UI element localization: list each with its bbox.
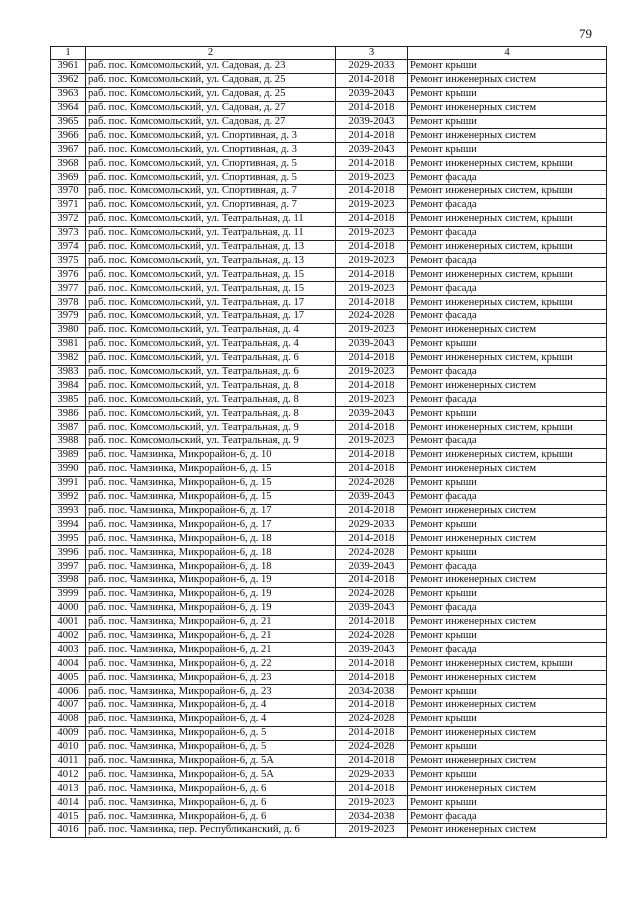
address-cell: раб. пос. Чамзинка, Микрорайон-6, д. 18 [86, 546, 336, 560]
row-number-cell: 3965 [51, 115, 86, 129]
row-number-cell: 3962 [51, 73, 86, 87]
work-type-cell: Ремонт инженерных систем, крыши [408, 448, 607, 462]
table-row [51, 448, 607, 462]
period-cell: 2039-2043 [336, 337, 408, 351]
table-row [51, 310, 607, 324]
table-row [51, 268, 607, 282]
address-cell: раб. пос. Комсомольский, ул. Театральная, д. 17 [86, 296, 336, 310]
row-number-cell: 3974 [51, 240, 86, 254]
period-cell: 2039-2043 [336, 143, 408, 157]
address-cell: раб. пос. Комсомольский, ул. Театральная, д. 11 [86, 226, 336, 240]
address-cell: раб. пос. Чамзинка, Микрорайон-6, д. 19 [86, 573, 336, 587]
table-row [51, 198, 607, 212]
period-cell: 2024-2028 [336, 546, 408, 560]
address-cell: раб. пос. Комсомольский, ул. Театральная, д. 4 [86, 323, 336, 337]
row-number-cell: 4007 [51, 698, 86, 712]
period-cell: 2019-2023 [336, 393, 408, 407]
table-row [51, 768, 607, 782]
period-cell: 2029-2033 [336, 768, 408, 782]
period-cell: 2039-2043 [336, 560, 408, 574]
table-row [51, 629, 607, 643]
address-cell: раб. пос. Чамзинка, Микрорайон-6, д. 19 [86, 587, 336, 601]
row-number-cell: 3969 [51, 171, 86, 185]
address-cell: раб. пос. Чамзинка, Микрорайон-6, д. 17 [86, 504, 336, 518]
work-type-cell: Ремонт фасада [408, 365, 607, 379]
work-type-cell: Ремонт инженерных систем, крыши [408, 157, 607, 171]
row-number-cell: 4001 [51, 615, 86, 629]
period-cell: 2014-2018 [336, 573, 408, 587]
period-cell: 2034-2038 [336, 810, 408, 824]
row-number-cell: 4010 [51, 740, 86, 754]
period-cell: 2014-2018 [336, 726, 408, 740]
row-number-cell: 4002 [51, 629, 86, 643]
address-cell: раб. пос. Чамзинка, Микрорайон-6, д. 18 [86, 560, 336, 574]
period-cell: 2024-2028 [336, 587, 408, 601]
table-row [51, 226, 607, 240]
address-cell: раб. пос. Комсомольский, ул. Садовая, д. 27 [86, 101, 336, 115]
period-cell: 2014-2018 [336, 462, 408, 476]
address-cell: раб. пос. Комсомольский, ул. Спортивная, д. 3 [86, 129, 336, 143]
row-number-cell: 3966 [51, 129, 86, 143]
address-cell: раб. пос. Комсомольский, ул. Спортивная, д. 7 [86, 185, 336, 199]
table-row [51, 518, 607, 532]
table-row [51, 282, 607, 296]
address-cell: раб. пос. Чамзинка, Микрорайон-6, д. 22 [86, 657, 336, 671]
table-row [51, 254, 607, 268]
work-type-cell: Ремонт фасада [408, 560, 607, 574]
work-type-cell: Ремонт инженерных систем [408, 782, 607, 796]
table-row [51, 782, 607, 796]
address-cell: раб. пос. Комсомольский, ул. Театральная, д. 13 [86, 240, 336, 254]
work-type-cell: Ремонт крыши [408, 685, 607, 699]
work-type-cell: Ремонт инженерных систем [408, 532, 607, 546]
period-cell: 2014-2018 [336, 379, 408, 393]
row-number-cell: 3984 [51, 379, 86, 393]
address-cell: раб. пос. Комсомольский, ул. Спортивная, д. 5 [86, 157, 336, 171]
table-row [51, 171, 607, 185]
period-cell: 2024-2028 [336, 629, 408, 643]
period-cell: 2019-2023 [336, 254, 408, 268]
table-row [51, 337, 607, 351]
work-type-cell: Ремонт инженерных систем, крыши [408, 421, 607, 435]
period-cell: 2039-2043 [336, 87, 408, 101]
table-row [51, 476, 607, 490]
period-cell: 2024-2028 [336, 310, 408, 324]
work-type-cell: Ремонт крыши [408, 546, 607, 560]
work-type-cell: Ремонт инженерных систем [408, 504, 607, 518]
period-cell: 2014-2018 [336, 268, 408, 282]
period-cell: 2014-2018 [336, 504, 408, 518]
period-cell: 2014-2018 [336, 296, 408, 310]
table-row [51, 587, 607, 601]
work-type-cell: Ремонт инженерных систем [408, 101, 607, 115]
row-number-cell: 4009 [51, 726, 86, 740]
work-type-cell: Ремонт фасада [408, 435, 607, 449]
row-number-cell: 3979 [51, 310, 86, 324]
period-cell: 2014-2018 [336, 212, 408, 226]
work-type-cell: Ремонт крыши [408, 337, 607, 351]
period-cell: 2014-2018 [336, 129, 408, 143]
work-type-cell: Ремонт инженерных систем [408, 823, 607, 837]
address-cell: раб. пос. Комсомольский, ул. Театральная, д. 11 [86, 212, 336, 226]
period-cell: 2014-2018 [336, 421, 408, 435]
period-cell: 2039-2043 [336, 490, 408, 504]
address-cell: раб. пос. Чамзинка, Микрорайон-6, д. 6 [86, 810, 336, 824]
period-cell: 2034-2038 [336, 685, 408, 699]
address-cell: раб. пос. Комсомольский, ул. Театральная, д. 15 [86, 268, 336, 282]
address-cell: раб. пос. Чамзинка, Микрорайон-6, д. 5 [86, 740, 336, 754]
table-row [51, 740, 607, 754]
address-cell: раб. пос. Чамзинка, Микрорайон-6, д. 6 [86, 782, 336, 796]
work-type-cell: Ремонт фасада [408, 810, 607, 824]
table-row [51, 60, 607, 74]
period-cell: 2014-2018 [336, 615, 408, 629]
address-cell: раб. пос. Комсомольский, ул. Театральная, д. 13 [86, 254, 336, 268]
row-number-cell: 4016 [51, 823, 86, 837]
period-cell: 2019-2023 [336, 323, 408, 337]
period-cell: 2014-2018 [336, 185, 408, 199]
period-cell: 2019-2023 [336, 435, 408, 449]
table-row [51, 657, 607, 671]
row-number-cell: 3972 [51, 212, 86, 226]
period-cell: 2019-2023 [336, 198, 408, 212]
table-row [51, 212, 607, 226]
table-row [51, 546, 607, 560]
period-cell: 2014-2018 [336, 73, 408, 87]
address-cell: раб. пос. Чамзинка, Микрорайон-6, д. 19 [86, 601, 336, 615]
period-cell: 2014-2018 [336, 157, 408, 171]
column-header-4: 4 [408, 47, 607, 60]
address-cell: раб. пос. Комсомольский, ул. Садовая, д. 27 [86, 115, 336, 129]
address-cell: раб. пос. Комсомольский, ул. Театральная, д. 6 [86, 351, 336, 365]
table-row [51, 115, 607, 129]
work-type-cell: Ремонт фасада [408, 198, 607, 212]
row-number-cell: 4012 [51, 768, 86, 782]
table-row [51, 573, 607, 587]
period-cell: 2019-2023 [336, 365, 408, 379]
row-number-cell: 3991 [51, 476, 86, 490]
work-type-cell: Ремонт инженерных систем [408, 462, 607, 476]
period-cell: 2014-2018 [336, 754, 408, 768]
work-type-cell: Ремонт крыши [408, 712, 607, 726]
work-type-cell: Ремонт крыши [408, 407, 607, 421]
table-row [51, 421, 607, 435]
period-cell: 2024-2028 [336, 476, 408, 490]
row-number-cell: 4013 [51, 782, 86, 796]
repair-schedule-table [50, 46, 607, 838]
work-type-cell: Ремонт инженерных систем [408, 671, 607, 685]
page-number: 79 [579, 26, 592, 41]
address-cell: раб. пос. Чамзинка, Микрорайон-6, д. 10 [86, 448, 336, 462]
column-header-3: 3 [336, 47, 408, 60]
work-type-cell: Ремонт крыши [408, 115, 607, 129]
period-cell: 2024-2028 [336, 740, 408, 754]
table-row [51, 351, 607, 365]
row-number-cell: 3989 [51, 448, 86, 462]
row-number-cell: 3996 [51, 546, 86, 560]
work-type-cell: Ремонт инженерных систем [408, 129, 607, 143]
period-cell: 2014-2018 [336, 101, 408, 115]
period-cell: 2039-2043 [336, 115, 408, 129]
period-cell: 2014-2018 [336, 240, 408, 254]
address-cell: раб. пос. Чамзинка, Микрорайон-6, д. 21 [86, 615, 336, 629]
work-type-cell: Ремонт крыши [408, 518, 607, 532]
address-cell: раб. пос. Комсомольский, ул. Театральная, д. 8 [86, 379, 336, 393]
address-cell: раб. пос. Комсомольский, ул. Театральная, д. 15 [86, 282, 336, 296]
table-row [51, 393, 607, 407]
row-number-cell: 4008 [51, 712, 86, 726]
table-row [51, 435, 607, 449]
address-cell: раб. пос. Комсомольский, ул. Спортивная, д. 7 [86, 198, 336, 212]
row-number-cell: 3970 [51, 185, 86, 199]
table-body [51, 60, 607, 838]
address-cell: раб. пос. Комсомольский, ул. Театральная, д. 9 [86, 435, 336, 449]
row-number-cell: 3985 [51, 393, 86, 407]
period-cell: 2014-2018 [336, 698, 408, 712]
row-number-cell: 3971 [51, 198, 86, 212]
work-type-cell: Ремонт инженерных систем, крыши [408, 268, 607, 282]
row-number-cell: 3973 [51, 226, 86, 240]
address-cell: раб. пос. Чамзинка, Микрорайон-6, д. 15 [86, 490, 336, 504]
row-number-cell: 4014 [51, 796, 86, 810]
address-cell: раб. пос. Комсомольский, ул. Садовая, д. 25 [86, 87, 336, 101]
table-row [51, 823, 607, 837]
period-cell: 2014-2018 [336, 448, 408, 462]
work-type-cell: Ремонт фасада [408, 643, 607, 657]
period-cell: 2019-2023 [336, 226, 408, 240]
row-number-cell: 4000 [51, 601, 86, 615]
work-type-cell: Ремонт крыши [408, 60, 607, 74]
row-number-cell: 3968 [51, 157, 86, 171]
address-cell: раб. пос. Чамзинка, Микрорайон-6, д. 23 [86, 685, 336, 699]
address-cell: раб. пос. Чамзинка, Микрорайон-6, д. 6 [86, 796, 336, 810]
address-cell: раб. пос. Комсомольский, ул. Садовая, д. 23 [86, 60, 336, 74]
work-type-cell: Ремонт крыши [408, 476, 607, 490]
table-row [51, 101, 607, 115]
address-cell: раб. пос. Комсомольский, ул. Садовая, д. 25 [86, 73, 336, 87]
table-row [51, 726, 607, 740]
table-row [51, 462, 607, 476]
row-number-cell: 4011 [51, 754, 86, 768]
table-row [51, 296, 607, 310]
period-cell: 2024-2028 [336, 712, 408, 726]
table-row [51, 560, 607, 574]
table-row [51, 643, 607, 657]
row-number-cell: 4004 [51, 657, 86, 671]
table-row [51, 407, 607, 421]
table-row [51, 810, 607, 824]
row-number-cell: 4003 [51, 643, 86, 657]
address-cell: раб. пос. Комсомольский, ул. Театральная, д. 9 [86, 421, 336, 435]
row-number-cell: 3994 [51, 518, 86, 532]
period-cell: 2019-2023 [336, 823, 408, 837]
column-header-2: 2 [86, 47, 336, 60]
row-number-cell: 3980 [51, 323, 86, 337]
row-number-cell: 3993 [51, 504, 86, 518]
table-row [51, 698, 607, 712]
period-cell: 2029-2033 [336, 518, 408, 532]
work-type-cell: Ремонт фасада [408, 254, 607, 268]
work-type-cell: Ремонт инженерных систем, крыши [408, 657, 607, 671]
address-cell: раб. пос. Чамзинка, Микрорайон-6, д. 18 [86, 532, 336, 546]
row-number-cell: 4015 [51, 810, 86, 824]
address-cell: раб. пос. Чамзинка, Микрорайон-6, д. 4 [86, 712, 336, 726]
table-row [51, 712, 607, 726]
table-row [51, 87, 607, 101]
row-number-cell: 3975 [51, 254, 86, 268]
row-number-cell: 3983 [51, 365, 86, 379]
row-number-cell: 3987 [51, 421, 86, 435]
work-type-cell: Ремонт фасада [408, 282, 607, 296]
work-type-cell: Ремонт крыши [408, 768, 607, 782]
row-number-cell: 3992 [51, 490, 86, 504]
period-cell: 2019-2023 [336, 282, 408, 296]
row-number-cell: 3986 [51, 407, 86, 421]
row-number-cell: 3981 [51, 337, 86, 351]
row-number-cell: 3976 [51, 268, 86, 282]
work-type-cell: Ремонт инженерных систем [408, 73, 607, 87]
table-row [51, 490, 607, 504]
table-row [51, 143, 607, 157]
address-cell: раб. пос. Комсомольский, ул. Театральная, д. 8 [86, 393, 336, 407]
work-type-cell: Ремонт инженерных систем [408, 615, 607, 629]
address-cell: раб. пос. Комсомольский, ул. Театральная, д. 6 [86, 365, 336, 379]
address-cell: раб. пос. Чамзинка, Микрорайон-6, д. 5А [86, 768, 336, 782]
period-cell: 2014-2018 [336, 532, 408, 546]
table-row [51, 240, 607, 254]
row-number-cell: 3963 [51, 87, 86, 101]
address-cell: раб. пос. Чамзинка, Микрорайон-6, д. 21 [86, 629, 336, 643]
table-row [51, 504, 607, 518]
table-row [51, 73, 607, 87]
table-row [51, 157, 607, 171]
period-cell: 2019-2023 [336, 171, 408, 185]
work-type-cell: Ремонт инженерных систем, крыши [408, 296, 607, 310]
address-cell: раб. пос. Чамзинка, Микрорайон-6, д. 23 [86, 671, 336, 685]
address-cell: раб. пос. Чамзинка, Микрорайон-6, д. 15 [86, 476, 336, 490]
work-type-cell: Ремонт инженерных систем [408, 726, 607, 740]
address-cell: раб. пос. Комсомольский, ул. Театральная, д. 4 [86, 337, 336, 351]
work-type-cell: Ремонт инженерных систем, крыши [408, 212, 607, 226]
row-number-cell: 3997 [51, 560, 86, 574]
address-cell: раб. пос. Комсомольский, ул. Спортивная, д. 3 [86, 143, 336, 157]
work-type-cell: Ремонт фасада [408, 393, 607, 407]
row-number-cell: 4006 [51, 685, 86, 699]
work-type-cell: Ремонт фасада [408, 171, 607, 185]
work-type-cell: Ремонт фасада [408, 310, 607, 324]
address-cell: раб. пос. Чамзинка, Микрорайон-6, д. 5 [86, 726, 336, 740]
work-type-cell: Ремонт инженерных систем [408, 573, 607, 587]
period-cell: 2039-2043 [336, 601, 408, 615]
period-cell: 2014-2018 [336, 351, 408, 365]
address-cell: раб. пос. Комсомольский, ул. Спортивная, д. 5 [86, 171, 336, 185]
address-cell: раб. пос. Чамзинка, Микрорайон-6, д. 4 [86, 698, 336, 712]
work-type-cell: Ремонт крыши [408, 143, 607, 157]
work-type-cell: Ремонт фасада [408, 490, 607, 504]
row-number-cell: 4005 [51, 671, 86, 685]
row-number-cell: 3977 [51, 282, 86, 296]
work-type-cell: Ремонт инженерных систем, крыши [408, 185, 607, 199]
table-row [51, 615, 607, 629]
work-type-cell: Ремонт инженерных систем [408, 754, 607, 768]
address-cell: раб. пос. Комсомольский, ул. Театральная, д. 8 [86, 407, 336, 421]
period-cell: 2019-2023 [336, 796, 408, 810]
address-cell: раб. пос. Чамзинка, Микрорайон-6, д. 17 [86, 518, 336, 532]
period-cell: 2039-2043 [336, 643, 408, 657]
row-number-cell: 3998 [51, 573, 86, 587]
table-row [51, 379, 607, 393]
table-row [51, 129, 607, 143]
row-number-cell: 3978 [51, 296, 86, 310]
work-type-cell: Ремонт крыши [408, 87, 607, 101]
address-cell: раб. пос. Комсомольский, ул. Театральная, д. 17 [86, 310, 336, 324]
work-type-cell: Ремонт инженерных систем [408, 698, 607, 712]
work-type-cell: Ремонт фасада [408, 601, 607, 615]
row-number-cell: 3988 [51, 435, 86, 449]
row-number-cell: 3995 [51, 532, 86, 546]
table-row [51, 532, 607, 546]
work-type-cell: Ремонт инженерных систем [408, 323, 607, 337]
address-cell: раб. пос. Чамзинка, Микрорайон-6, д. 21 [86, 643, 336, 657]
work-type-cell: Ремонт крыши [408, 740, 607, 754]
period-cell: 2039-2043 [336, 407, 408, 421]
table-row [51, 685, 607, 699]
period-cell: 2029-2033 [336, 60, 408, 74]
table-row [51, 323, 607, 337]
address-cell: раб. пос. Чамзинка, Микрорайон-6, д. 15 [86, 462, 336, 476]
address-cell: раб. пос. Чамзинка, пер. Республиканский, д. 6 [86, 823, 336, 837]
work-type-cell: Ремонт инженерных систем, крыши [408, 240, 607, 254]
table-row [51, 754, 607, 768]
table-row [51, 796, 607, 810]
table-row [51, 185, 607, 199]
work-type-cell: Ремонт крыши [408, 587, 607, 601]
table-row [51, 671, 607, 685]
row-number-cell: 3964 [51, 101, 86, 115]
address-cell: раб. пос. Чамзинка, Микрорайон-6, д. 5А [86, 754, 336, 768]
period-cell: 2014-2018 [336, 671, 408, 685]
row-number-cell: 3967 [51, 143, 86, 157]
table-row [51, 601, 607, 615]
row-number-cell: 3961 [51, 60, 86, 74]
work-type-cell: Ремонт инженерных систем [408, 379, 607, 393]
row-number-cell: 3982 [51, 351, 86, 365]
table-row [51, 365, 607, 379]
work-type-cell: Ремонт инженерных систем, крыши [408, 351, 607, 365]
work-type-cell: Ремонт фасада [408, 226, 607, 240]
period-cell: 2014-2018 [336, 782, 408, 796]
row-number-cell: 3990 [51, 462, 86, 476]
work-type-cell: Ремонт крыши [408, 629, 607, 643]
row-number-cell: 3999 [51, 587, 86, 601]
table-header-row [51, 47, 607, 60]
period-cell: 2014-2018 [336, 657, 408, 671]
column-header-1: 1 [51, 47, 86, 60]
work-type-cell: Ремонт крыши [408, 796, 607, 810]
